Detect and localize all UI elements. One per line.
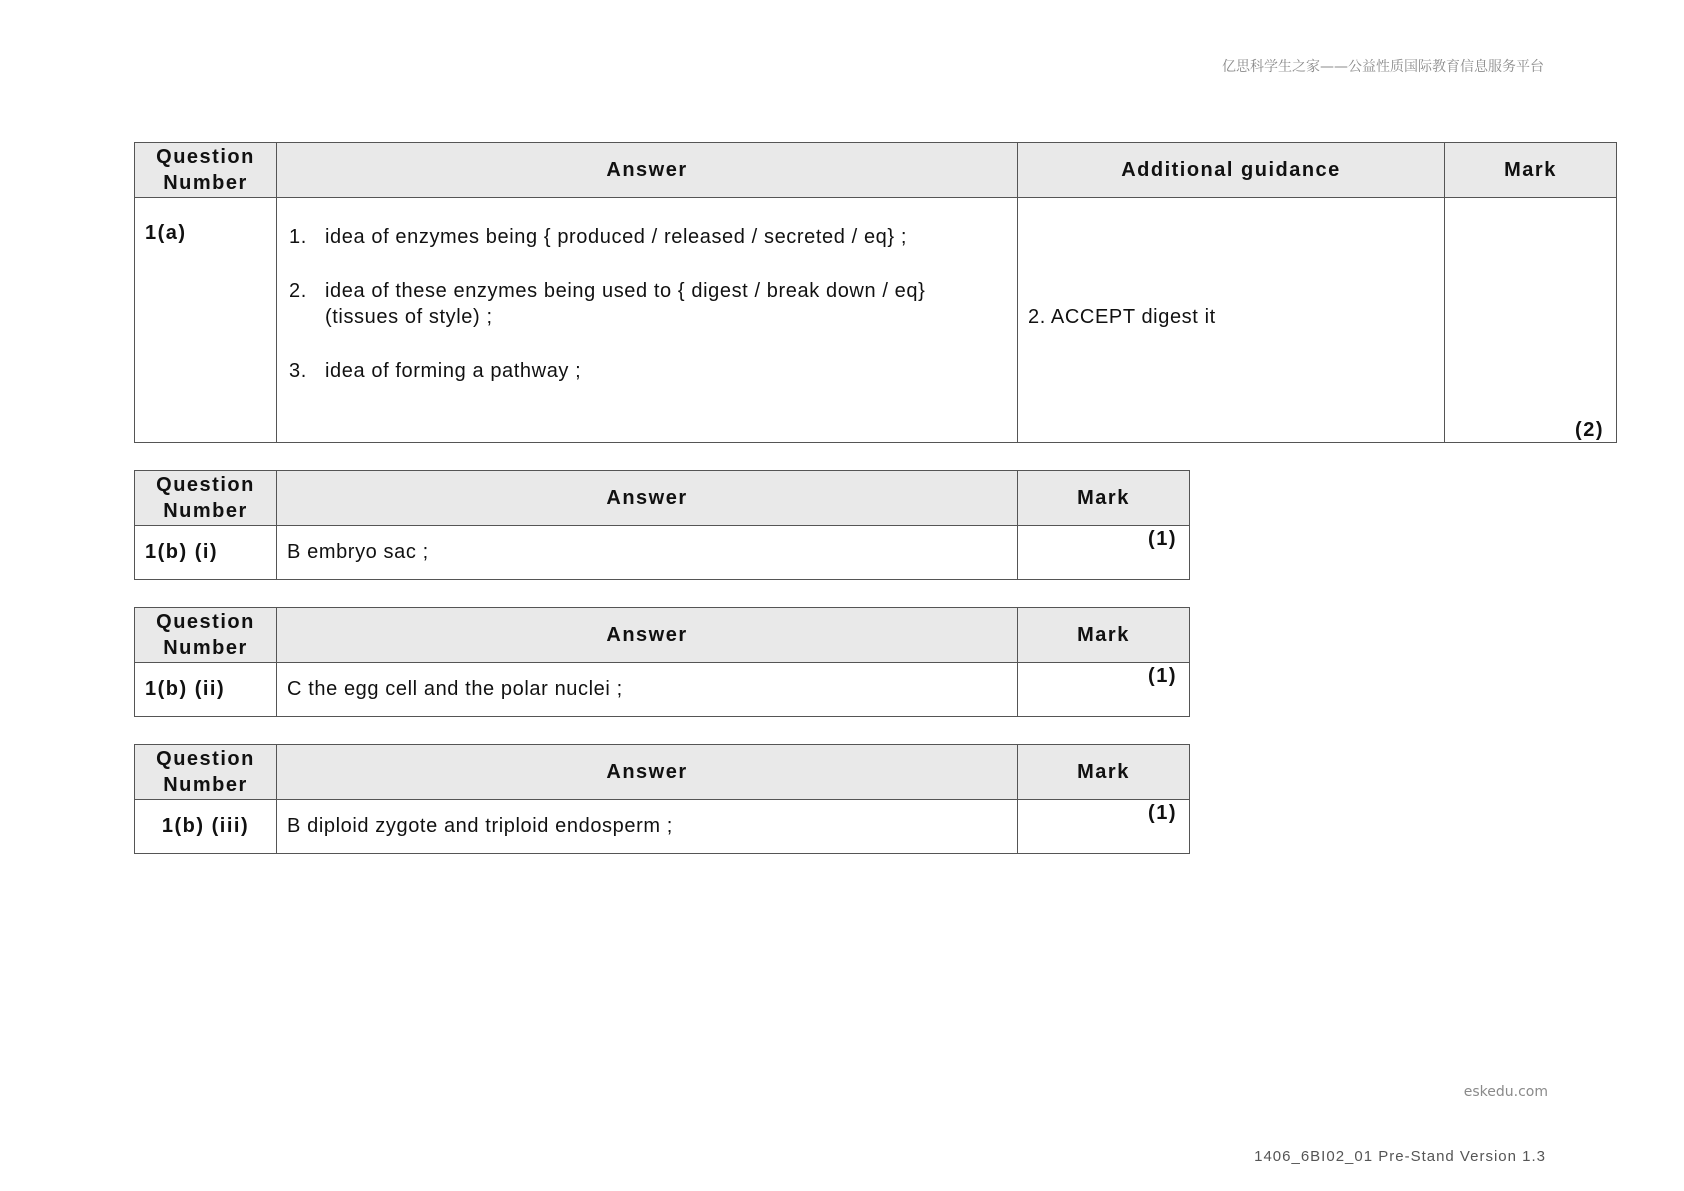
header-mark: Mark [1018, 745, 1190, 800]
header-question-number: Question Number [135, 745, 277, 800]
header-additional-guidance: Additional guidance [1018, 143, 1445, 198]
mark-cell: (2) [1445, 198, 1617, 443]
header-question-number: Question Number [135, 608, 277, 663]
header-answer: Answer [277, 608, 1018, 663]
mark-scheme-table-1b-i [134, 470, 1190, 580]
answer-cell: B diploid zygote and triploid endosperm ; [277, 800, 1018, 854]
header-watermark: 亿思科学生之家——公益性质国际教育信息服务平台 [1222, 59, 1544, 75]
header-question-number: Question Number [135, 143, 277, 198]
question-number-cell: 1(b) (iii) [135, 800, 277, 854]
guidance-cell: 2. ACCEPT digest it [1018, 198, 1445, 443]
answer-point: 1. idea of enzymes being { produced / released / secreted / eq} ; [289, 226, 907, 248]
answer-point: 2. idea of these enzymes being used to { digest / break down / eq} (tissues of style) ; [289, 280, 926, 328]
mark-cell: (1) [1018, 526, 1190, 580]
version-footer: 1406_6BI02_01 Pre-Stand Version 1.3 [1254, 1148, 1546, 1165]
mark-scheme-table-1b-ii [134, 607, 1190, 717]
mark-cell: (1) [1018, 663, 1190, 717]
site-watermark: eskedu.com [1463, 1084, 1548, 1100]
answer-cell: C the egg cell and the polar nuclei ; [277, 663, 1018, 717]
mark-cell: (1) [1018, 800, 1190, 854]
question-number-cell: 1(a) [135, 198, 277, 443]
header-answer: Answer [277, 143, 1018, 198]
answer-point: 3. idea of forming a pathway ; [289, 360, 582, 382]
mark-scheme-table-1b-iii [134, 744, 1190, 854]
header-answer: Answer [277, 471, 1018, 526]
mark-scheme-table-1a [134, 142, 1617, 443]
header-mark: Mark [1445, 143, 1617, 198]
question-number-cell: 1(b) (i) [135, 526, 277, 580]
header-question-number: Question Number [135, 471, 277, 526]
answer-cell [277, 198, 1018, 443]
header-answer: Answer [277, 745, 1018, 800]
header-mark: Mark [1018, 608, 1190, 663]
question-number-cell: 1(b) (ii) [135, 663, 277, 717]
answer-cell: B embryo sac ; [277, 526, 1018, 580]
header-mark: Mark [1018, 471, 1190, 526]
